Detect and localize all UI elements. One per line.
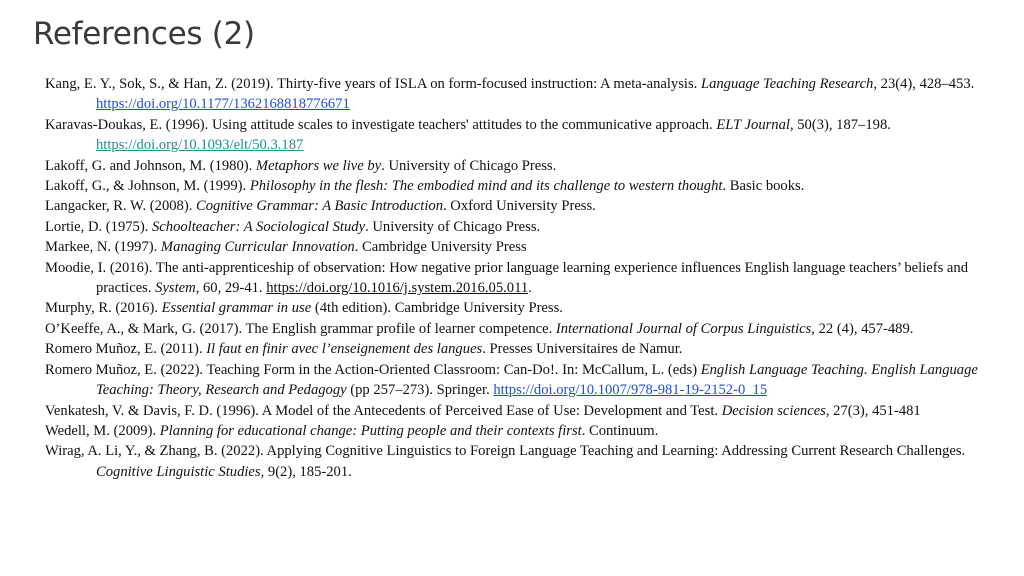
reference-source-title: Cognitive Grammar: A Basic Introduction (196, 198, 443, 215)
reference-item (45, 360, 990, 401)
reference-text: Markee, N. (1997). (45, 239, 161, 256)
reference-details: . University of Chicago Press. (365, 218, 541, 235)
reference-text: Lakoff, G., & Johnson, M. (1999). (45, 178, 250, 195)
reference-details: . Basic books. (722, 178, 805, 195)
reference-text: Lortie, D. (1975). (45, 218, 152, 235)
reference-details: , 60, 29-41. (195, 280, 267, 297)
reference-details: . University of Chicago Press. (381, 157, 557, 174)
reference-text: Langacker, R. W. (2008). (45, 198, 196, 215)
reference-source-title: International Journal of Corpus Linguistics (555, 320, 812, 337)
reference-text: Romero Muñoz, E. (2011). (45, 341, 207, 358)
reference-details: . Oxford University Press. (443, 198, 596, 215)
reference-source-title: Managing Curricular Innovation (160, 239, 355, 256)
reference-source-title: Metaphors we live by (255, 157, 382, 174)
reference-source-title: Philosophy in the flesh: The embodied mind and its challenge to western thought (249, 178, 723, 195)
reference-text: Wirag, A. Li, Y., & Zhang, B. (2022). Applying Cognitive Linguistics to Foreign Language Teaching and Learning: Addressing Current Research Challenges. (45, 443, 966, 460)
reference-list (45, 74, 990, 482)
reference-item (45, 421, 990, 441)
reference-details: , 23(4), 428–453. (873, 76, 975, 92)
reference-details: , 22 (4), 457-489. (811, 320, 914, 337)
reference-item (45, 298, 990, 318)
reference-source-title: Schoolteacher: A Sociological Study (152, 218, 366, 235)
reference-source-title: Planning for educational change: Putting people and their contexts first (159, 422, 582, 439)
reference-details: (4th edition). Cambridge University Press. (311, 300, 563, 317)
reference-text: Murphy, R. (2016). (45, 300, 162, 317)
reference-source-title: Essential grammar in use (161, 300, 312, 317)
reference-source-title: Decision sciences (721, 402, 826, 419)
reference-text: Lakoff, G. and Johnson, M. (1980). (45, 157, 256, 174)
reference-source-title: Language Teaching Research (700, 76, 874, 92)
reference-source-title: English Language Teaching. English Language Teaching: Theory, Research and Pedagogy (96, 361, 978, 399)
doi-link[interactable]: https://doi.org/10.1093/elt/50.3.187 (96, 137, 304, 154)
reference-item (45, 319, 990, 339)
reference-item (45, 176, 990, 196)
reference-item (45, 441, 990, 482)
reference-item (45, 196, 990, 216)
doi-link[interactable]: https://doi.org/10.1007/978-981-19-2152-0_15 (493, 382, 768, 399)
reference-details: (pp 257–273). Springer. (346, 382, 494, 399)
reference-text: Wedell, M. (2009). (45, 422, 160, 439)
reference-source-title: ELT Journal (716, 116, 790, 133)
reference-details: . Cambridge University Press (354, 239, 527, 256)
reference-item (45, 217, 990, 237)
reference-end: . (528, 280, 532, 297)
reference-details: . Presses Universitaires de Namur. (482, 341, 683, 358)
reference-details: , 27(3), 451-481 (825, 402, 921, 419)
reference-details: . Continuum. (581, 422, 659, 439)
doi-link[interactable]: https://doi.org/10.1177/1362168818776671 (96, 96, 350, 113)
reference-text: O’Keeffe, A., & Mark, G. (2017). The English grammar profile of learner competence. (45, 320, 556, 337)
reference-text: Kang, E. Y., Sok, S., & Han, Z. (2019). Thirty-five years of ISLA on form-focused instruction: A meta-analysis. (45, 76, 701, 92)
reference-text: Romero Muñoz, E. (2022). Teaching Form in the Action-Oriented Classroom: Can-Do!. In: McCallum, L. (eds) (45, 361, 701, 378)
reference-item (45, 401, 990, 421)
doi-link[interactable]: https://doi.org/10.1016/j.system.2016.05.011 (266, 280, 529, 297)
reference-source-title: Il faut en finir avec l’enseignement des langues (206, 341, 483, 358)
reference-text: Moodie, I. (2016). The anti-apprenticeship of observation: How negative prior language learning experience influences English language teachers’ beliefs and practices. (45, 259, 968, 297)
reference-item (45, 258, 990, 299)
reference-item (45, 156, 990, 176)
reference-source-title: System (155, 280, 196, 297)
reference-item (45, 74, 990, 115)
reference-source-title: Cognitive Linguistic Studies (96, 463, 261, 480)
reference-details: , 9(2), 185-201. (260, 463, 352, 480)
reference-text: Venkatesh, V. & Davis, F. D. (1996). A Model of the Antecedents of Perceived Ease of Use: Development and Test. (45, 402, 722, 419)
reference-item (45, 115, 990, 156)
page-title: References (2) (33, 16, 255, 52)
reference-item (45, 339, 990, 359)
reference-item (45, 237, 990, 257)
reference-details: , 50(3), 187–198. (789, 116, 891, 133)
reference-text: Karavas-Doukas, E. (1996). Using attitude scales to investigate teachers' attitudes to the communicative approach. (45, 116, 717, 133)
